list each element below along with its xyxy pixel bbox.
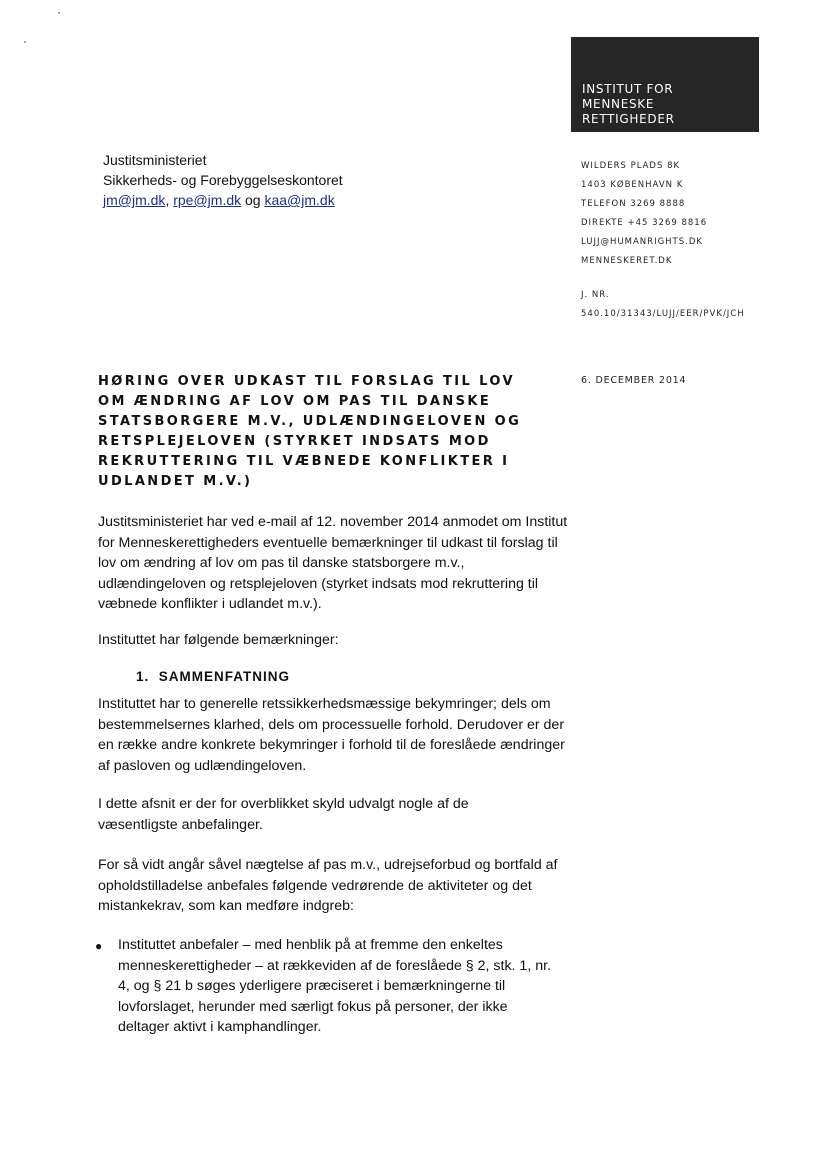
recipient-emails [103,190,343,210]
scan-speck [58,12,60,14]
journal-number-block [581,286,761,324]
email-link-rpe[interactable]: rpe@jm.dk [173,192,242,208]
logo-line-1: INSTITUT FOR [582,82,674,96]
recommendation-list-item [95,935,565,1038]
recipient-ministry: Justitsministeriet [103,152,207,168]
scan-speck [24,41,26,43]
email-link-jm[interactable]: jm@jm.dk [103,192,166,208]
logo-line-2: MENNESKE [582,97,655,111]
contact-city: 1403 KØBENHAVN K [581,180,684,190]
email-link-kaa[interactable]: kaa@jm.dk [264,192,335,208]
contact-block [581,157,707,271]
section-title: 1. SAMMENFATNING [136,669,291,684]
contact-phone: TELEFON 3269 8888 [581,199,686,209]
contact-email: LUJJ@HUMANRIGHTS.DK [581,237,703,247]
contact-address: WILDERS PLADS 8K [581,161,681,171]
recipient-office: Sikkerheds- og Forebyggelseskontoret [103,172,343,188]
letter-date: 6. DECEMBER 2014 [581,375,687,386]
journal-number: 540.10/31343/LUJJ/EER/PVK/JCH [581,309,745,319]
recipient-block [103,150,343,210]
contact-website: MENNESKERET.DK [581,256,673,266]
journal-label: J. NR. [581,290,610,300]
contact-direct-phone: DIREKTE +45 3269 8816 [581,218,708,228]
bullet-icon: ● [95,939,103,953]
institute-logo [571,37,759,132]
scope-paragraph: For så vidt angår såvel nægtelse af pas m.v., udrejseforbud og bortfald af opholdstilladelse anbefales følgende vedrørende de aktiviteter og det mistankekrav, som kan medføre indgreb: [98,857,558,914]
remarks-paragraph: Instituttet har følgende bemærkninger: [98,632,339,648]
email-separator: og [241,192,265,208]
document-heading: HØRING OVER UDKAST TIL FORSLAG TIL LOV OM ÆNDRING AF LOV OM PAS TIL DANSKE STATSBORGERE M.V., UDLÆNDINGELOVEN OG RETSPLEJELOVEN (STYRKET INDSATS MOD REKRUTTERING TIL VÆBNEDE KONFLIKTER I UDLANDET M.V.) [98,374,522,489]
email-separator: , [165,192,174,208]
recommendation-text: Instituttet anbefaler – med henblik på at fremme den enkeltes menneskerettigheder – at rækkeviden af de foreslåede § 2, stk. 1, nr. 4, og § 21 b søges yderligere præciseret i bemærkningerne til lovforslaget, herunder med særligt fokus på personer, der ikke deltager aktivt i kamphandlinger. [118,937,551,1035]
overview-paragraph: I dette afsnit er der for overblikket skyld udvalgt nogle af de væsentligste anbefalinger. [98,796,469,833]
intro-paragraph: Justitsministeriet har ved e-mail af 12. november 2014 anmodet om Institut for Menneskerettigheders eventuelle bemærkninger til udkast til forslag til lov om ændring af lov om pas til danske statsborgere m.v., udlændingeloven og retsplejeloven (styrket indsats mod rekruttering til væbnede konflikter i udlandet m.v.). [98,514,568,612]
summary-paragraph: Instituttet har to generelle retssikkerhedsmæssige bekymringer; dels om bestemmelsernes klarhed, dels om processuelle forhold. Derudover er der en række andre konkrete bekymringer i forhold til de foreslåede ændringer af pasloven og udlændingeloven. [98,696,565,774]
logo-line-3: RETTIGHEDER [582,112,675,126]
